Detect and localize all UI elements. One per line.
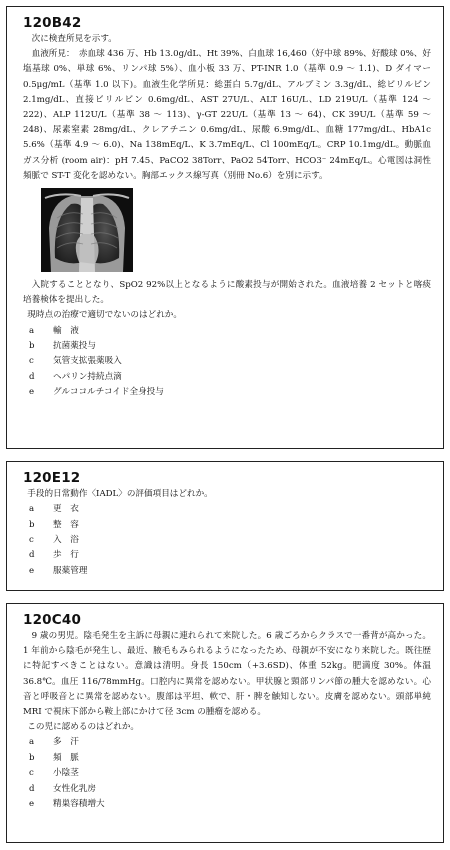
question-id: 120E12 [23, 470, 81, 486]
intro-text: 次に検査所見を示す。 [31, 34, 117, 44]
question-body [23, 629, 431, 812]
question-id: 120C40 [23, 612, 82, 628]
question-stem: 現時点の治療で適切でないのはどれか。 [27, 310, 182, 321]
option-text: 抗菌薬投与 [53, 341, 96, 352]
option-text: グルココルチコイド全身投与 [53, 387, 164, 398]
option-text: 服薬管理 [53, 565, 88, 576]
option-letter: c [29, 356, 34, 367]
lab-findings-text: 血液所見： 赤血球 436 万、Hb 13.0g/dL、Ht 39%、白血球 16,460（好中球 89%、好酸球 0%、好塩基球 0%、単球 6%、リンパ球 5%）、血小板 33 万、PT-INR 1.0（基準 0.9 ～ 1.1)、D ダイマー 0.5μg/mL（基準 1.0 以下)。血液生化学所見：総蛋白 5.7g/dL、アルブミン 3.3g/dL、総ビリルビン 2.1mg/dL、直接ビリルビン 0.6mg/dL、AST 27U/L、ALT 16U/L、LD 219U/L（基準 124 ～ 222)、ALP 112U/L（基準 38 ～ 113)、γ-GT 22U/L（基準 13 ～ 64)、CK 39U/L（基準 59 ～ 248)、尿素窒素 28mg/dL、クレアチニン 0.6mg/dL、尿酸 6.9mg/dL、血糖 177mg/dL、HbA1c 5.6%（基準 4.9 ～ 6.0)、Na 138mEq/L、K 3.7mEq/L、Cl 100mEq/L。CRP 10.1mg/dL。動脈血ガス分析 (room air)：pH 7.45、PaCO2 38Torr、PaO2 54Torr、HCO3⁻ 24mEq/L。心電図は洞性頻脈で ST-T 変化を認めない。胸部エックス線写真（別冊 No.6）を別に示す。 [23, 49, 431, 181]
question-stem: 手段的日常動作〈IADL〉の評価項目はどれか。 [27, 489, 213, 499]
option-text: 入 浴 [53, 535, 79, 546]
chest-xray-image [41, 188, 133, 272]
question-body [23, 32, 431, 401]
option-text: 精巣容積増大 [53, 799, 105, 810]
option-letter: d [29, 783, 35, 794]
option-text: 気管支拡張薬吸入 [53, 356, 122, 367]
option-letter: a [29, 504, 35, 515]
case-text: 9 歳の男児。陰毛発生を主訴に母親に連れられて来院した。6 歳ごろからクラスで一番背が高かった。1 年前から陰毛が発生し、最近、腋毛もみられるようになったため、母親が不安になり来院した。既往歴に特記すべきことはない。意識は清明。身長 150cm（+3.6SD)、体重 52kg。肥満度 30%。体温 36.8℃。血圧 116/78mmHg。口腔内に異常を認めない。甲状腺と頸部リンパ節の腫大を認めない。心音と呼吸音とに異常を認めない。腹部は平坦、軟で、肝・脾を触知しない。皮膚を認めない。頭部単純 MRI で視床下部から鞍上部にかけて径 3cm の腫瘤を認める。 [23, 631, 431, 718]
option-c[interactable] [29, 533, 431, 548]
question-card-120E12 [6, 461, 444, 591]
option-a[interactable] [29, 502, 431, 517]
option-a[interactable] [29, 735, 431, 750]
answer-options [23, 735, 431, 812]
answer-options [23, 324, 431, 401]
option-letter: a [29, 737, 35, 748]
option-letter: e [29, 387, 35, 398]
question-body [23, 487, 431, 579]
option-text: 更 衣 [53, 504, 79, 515]
option-d[interactable] [29, 782, 431, 797]
option-e[interactable] [29, 385, 431, 400]
option-letter: a [29, 325, 35, 336]
option-letter: d [29, 371, 35, 382]
option-text: ヘパリン持続点滴 [53, 371, 122, 382]
option-letter: d [29, 550, 35, 561]
option-letter: e [29, 799, 35, 810]
treatment-text: 入院することとなり、SpO2 92%以上となるように酸素投与が開始された。血液培養 2 セットと喀痰培養検体を提出した。 [23, 280, 431, 306]
option-letter: b [29, 519, 35, 530]
option-e[interactable] [29, 564, 431, 579]
option-text: 歩 行 [53, 550, 79, 561]
option-text: 多 汗 [53, 737, 79, 748]
option-b[interactable] [29, 751, 431, 766]
option-text: 頻 脈 [53, 752, 79, 763]
option-c[interactable] [29, 766, 431, 781]
question-card-120C40 [6, 603, 444, 843]
option-letter: b [29, 752, 35, 763]
option-e[interactable] [29, 797, 431, 812]
chest-xray-figure [41, 188, 133, 272]
option-d[interactable] [29, 370, 431, 385]
option-letter: b [29, 341, 35, 352]
option-text: 整 容 [53, 519, 79, 530]
option-text: 女性化乳房 [53, 783, 96, 794]
option-text: 輸 液 [53, 325, 79, 336]
option-c[interactable] [29, 354, 431, 369]
option-b[interactable] [29, 339, 431, 354]
answer-options [23, 502, 431, 579]
question-card-120B42 [6, 6, 444, 449]
question-id: 120B42 [23, 15, 82, 31]
option-text: 小陰茎 [53, 768, 79, 779]
option-letter: c [29, 535, 34, 546]
option-a[interactable] [29, 324, 431, 339]
option-letter: c [29, 768, 34, 779]
option-letter: e [29, 565, 35, 576]
question-stem: この児に認めるのはどれか。 [27, 722, 140, 733]
option-d[interactable] [29, 548, 431, 563]
option-b[interactable] [29, 518, 431, 533]
